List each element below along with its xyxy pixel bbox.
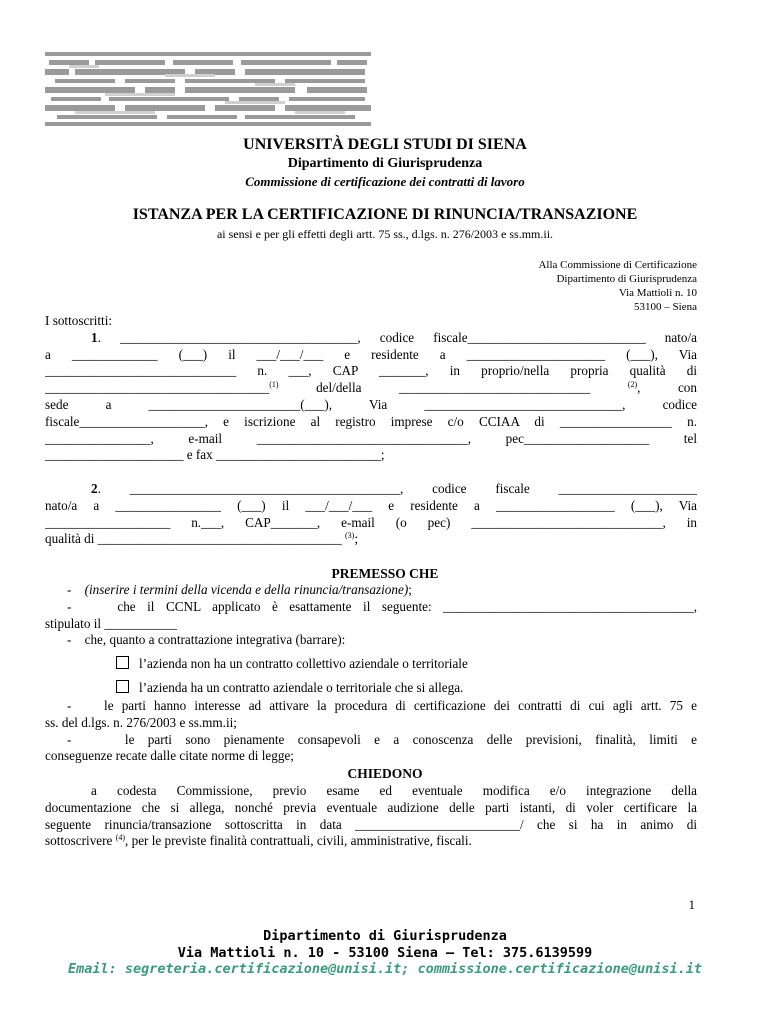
university-seal-logo [45, 52, 371, 126]
party2-line [45, 531, 697, 548]
premesso-heading: PREMESSO CHE [331, 566, 439, 581]
item-text: che il CCNL applicato è esattamente il seguente: ______________________________________, [117, 598, 697, 614]
list-item [45, 599, 697, 616]
dash: - [67, 731, 72, 747]
list-item-cont: stipulato il ___________ [45, 615, 177, 631]
dash: - [67, 598, 72, 614]
commission-name: Commissione di certificazione dei contratti di lavoro [245, 174, 525, 189]
document-subtitle: ai sensi e per gli effetti degli artt. 75 ss., d.lgs. n. 276/2003 e ss.mm.ii. [216, 227, 554, 241]
dash: - [67, 698, 72, 713]
paragraph-line: seguente rinuncia/transazione sottoscritta in data _________________________/ che si ha in animo di [45, 816, 697, 832]
party-number: 1 [91, 329, 98, 345]
party1-section [45, 313, 697, 464]
recipient-line: Via Mattioli n. 10 [618, 287, 697, 299]
party1-line: _____________________ e fax _________________________; [45, 447, 385, 463]
checkbox-option[interactable] [116, 680, 463, 696]
list-item-cont: conseguenze recate dalle citate norme di legge; [45, 748, 294, 764]
recipient-line: Dipartimento di Giurisprudenza [556, 273, 697, 285]
premesso-list-cont [45, 698, 697, 765]
university-name: UNIVERSITÀ DEGLI STUDI DI SIENA [243, 136, 527, 153]
party2-line [45, 481, 697, 498]
paragraph-line [45, 833, 697, 850]
footer-email: Email: segreteria.certificazione@unisi.it; commissione.certificazione@unisi.it [68, 961, 702, 977]
paragraph-text: , per le previste finalità contrattuali, civili, amministrative, fiscali. [125, 833, 472, 849]
party2-text: qualità di _____________________________________ [45, 531, 346, 547]
party2-section [45, 481, 697, 548]
page-number: 1 [688, 897, 695, 912]
checkbox-option[interactable] [116, 656, 468, 672]
party1-text: del/della _____________________________ [278, 380, 628, 396]
intro-text: I sottoscritti: [45, 313, 113, 328]
party1-line: sede a _______________________(___), Via ______________________________, codice [45, 396, 697, 412]
footnote-ref: (2) [627, 380, 638, 390]
checkbox-empty-icon[interactable] [116, 656, 129, 669]
paragraph-text: sottoscrivere [45, 833, 116, 849]
list-item [45, 582, 697, 599]
party1-text: __________________________________ [45, 380, 270, 396]
document-title: ISTANZA PER LA CERTIFICAZIONE DI RINUNCIA/TRANSAZIONE [132, 206, 638, 223]
party1-text: . ____________________________________, codice fiscale___________________________ nato/a [97, 329, 697, 345]
item-text: le parti sono pienamente consapevoli e a conoscenza delle previsioni, finalità, limiti e [124, 731, 697, 747]
footnote-ref: (4) [115, 833, 126, 843]
checkbox-label: l’azienda ha un contratto aziendale o territoriale che si allega. [139, 680, 464, 695]
list-item [45, 632, 697, 649]
party2-text: . _________________________________________, codice fiscale _____________________ [97, 481, 697, 496]
party1-line: a _____________ (___) il ___/___/___ e residente a _____________________ (___), Via [45, 346, 697, 362]
list-item [45, 698, 697, 715]
checkbox-empty-icon[interactable] [116, 680, 129, 693]
party2-line: ___________________ n.___, CAP_______, e-mail (o pec) _____________________________, in [45, 514, 697, 530]
list-item [45, 732, 697, 749]
party1-line: fiscale___________________, e iscrizione al registro imprese c/o CCIAA di _________________ n. [45, 413, 697, 429]
item-text: che, quanto a contrattazione integrativa (barrare): [84, 632, 346, 648]
recipient-address [538, 258, 697, 314]
item-text: le parti hanno interesse ad attivare la procedura di certificazione dei contratti di cui agli artt. 75 e [104, 698, 697, 713]
party2-text: ; [354, 531, 359, 547]
dash: - [67, 632, 72, 648]
party-number: 2 [91, 481, 98, 496]
chiedono-paragraph [45, 783, 697, 850]
party1-line: _____________________________ n. ___, CAP _______, in proprio/nella propria qualità di [45, 363, 697, 379]
item-text: ; [408, 582, 412, 597]
list-item-cont: ss. del d.lgs. n. 276/2003 e ss.mm.ii; [45, 714, 237, 730]
footnote-ref: (3) [345, 531, 355, 541]
footnote-ref: (1) [269, 380, 279, 390]
recipient-line: 53100 – Siena [634, 301, 697, 313]
party2-line: nato/a a ________________ (___) il ___/___/___ e residente a __________________ (___), Via [45, 497, 697, 513]
party1-line: ________________, e-mail ________________________________, pec___________________ tel [45, 430, 697, 446]
footer-address: Via Mattioli n. 10 - 53100 Siena – Tel: 375.6139599 [177, 945, 593, 961]
dash: - [67, 582, 72, 597]
paragraph-line: documentazione che si allega, nonché previa eventuale audizione delle parti istanti, di voler certificare la [45, 799, 697, 815]
party1-line [45, 330, 697, 347]
checkbox-label: l’azienda non ha un contratto collettivo aziendale o territoriale [139, 656, 468, 671]
recipient-line: Alla Commissione di Certificazione [538, 259, 697, 271]
department-name: Dipartimento di Giurisprudenza [287, 156, 483, 171]
paragraph-line: a codesta Commissione, previo esame ed eventuale modifica e/o integrazione della [91, 783, 697, 798]
premesso-list [45, 582, 697, 649]
party1-line [45, 380, 697, 397]
footer-department: Dipartimento di Giurisprudenza [263, 928, 507, 944]
chiedono-heading: CHIEDONO [347, 766, 423, 781]
item-text: (inserire i termini della vicenda e della rinuncia/transazione) [84, 582, 409, 597]
party1-text: , con [637, 380, 697, 396]
